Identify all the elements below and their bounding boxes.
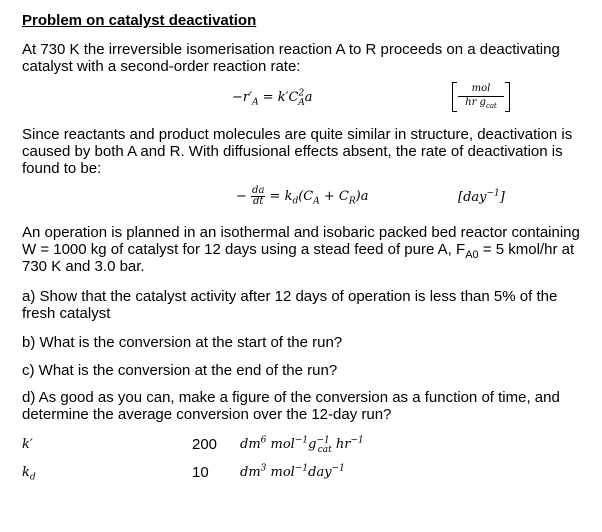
param-kd-value: 10	[192, 464, 209, 481]
kd-unit-a-sup: 3	[260, 463, 267, 474]
rate-c-sub: A	[298, 97, 305, 108]
frac-numerator: da	[252, 185, 265, 196]
param-kd-unit	[240, 465, 345, 480]
param-kprime-value: 200	[192, 436, 218, 453]
deact-plus: + C	[319, 189, 349, 204]
da-dt-fraction	[251, 186, 265, 207]
kprime-unit-b-sup: −1	[294, 435, 309, 446]
deactivation-paragraph: Since reactants and product molecules are quite similar in structure, deactivation is caused by both A and R. With diffusional effects absent, the rate of deactivation is found to be:	[22, 126, 573, 177]
rate-tail: a	[304, 90, 313, 105]
rate-equals: = k′C	[258, 90, 299, 105]
units-denominator	[458, 97, 504, 108]
question-d: d) As good as you can, make a figure of the conversion as a function of time, and determine the average conversion over the 12-day run?	[22, 389, 560, 423]
operation-text-end: = 5 kmol/hr at 730 K and 3.0 bar.	[22, 241, 575, 275]
frac-denominator: dt	[253, 196, 264, 207]
deact-rhs: = k	[265, 189, 293, 204]
kprime-unit-a: dm	[240, 437, 261, 452]
deact-close: )a	[355, 189, 369, 204]
deact-ca-sub: A	[313, 196, 320, 207]
rate-units	[452, 82, 510, 112]
kd-unit-c: day	[308, 465, 332, 480]
kd-unit-c-sup: −1	[331, 463, 345, 474]
deact-minus: −	[236, 189, 247, 204]
deactivation-units	[458, 190, 505, 205]
rate-equation	[232, 88, 313, 108]
deact-units-pre: [day	[458, 190, 487, 205]
kprime-unit-d: hr	[331, 437, 351, 452]
left-bracket	[452, 82, 457, 112]
right-bracket	[505, 82, 510, 112]
rate-lhs: −r′	[232, 90, 253, 105]
kprime-unit-d-sup: −1	[350, 435, 364, 446]
units-numerator: mol	[471, 83, 491, 94]
units-denominator-main: hr g	[465, 97, 486, 108]
operation-text: An operation is planned in an isothermal and isobaric packed bed reactor containing W = 1000 kg of catalyst for 12 days using a stead feed of pure A, F	[22, 224, 580, 258]
rate-c-sup: 2	[298, 88, 305, 99]
deact-cr-sub: R	[348, 196, 356, 207]
deact-units-post: ]	[499, 190, 505, 205]
intro-paragraph: At 730 K the irreversible isomerisation reaction A to R proceeds on a deactivating catalyst with a second-order reaction rate:	[22, 41, 560, 75]
operation-fa-sub: A0	[465, 249, 479, 261]
kprime-unit-c: g	[308, 437, 317, 452]
document-title: Problem on catalyst deactivation	[22, 12, 257, 29]
deact-units-sup: −1	[486, 188, 500, 199]
operation-paragraph	[22, 224, 587, 275]
kd-unit-b-sup: −1	[294, 463, 309, 474]
kprime-unit-c-sub: cat	[317, 444, 332, 455]
deact-paren: (C	[298, 189, 314, 204]
question-c: c) What is the conversion at the end of the run?	[22, 362, 338, 379]
rate-lhs-sub: A	[252, 97, 259, 108]
kprime-unit-b: mol	[266, 437, 295, 452]
kd-unit-b: mol	[266, 465, 295, 480]
question-a: a) Show that the catalyst activity after 12 days of operation is less than 5% of the fresh catalyst	[22, 288, 558, 322]
param-kd-symbol	[22, 465, 36, 483]
units-denominator-sub: cat	[485, 102, 497, 110]
kprime-unit-a-sup: 6	[260, 435, 267, 446]
question-b: b) What is the conversion at the start of the run?	[22, 334, 343, 351]
kd-unit-a: dm	[240, 465, 261, 480]
param-kprime-unit	[240, 435, 364, 455]
kprime-unit-c-sup: −1	[316, 435, 330, 446]
deactivation-equation	[236, 186, 368, 207]
kd-symbol-main: k	[22, 465, 30, 480]
deact-k-sub: d	[292, 196, 299, 207]
kd-symbol-sub: d	[29, 472, 36, 483]
param-kprime-symbol: k′	[22, 437, 33, 452]
